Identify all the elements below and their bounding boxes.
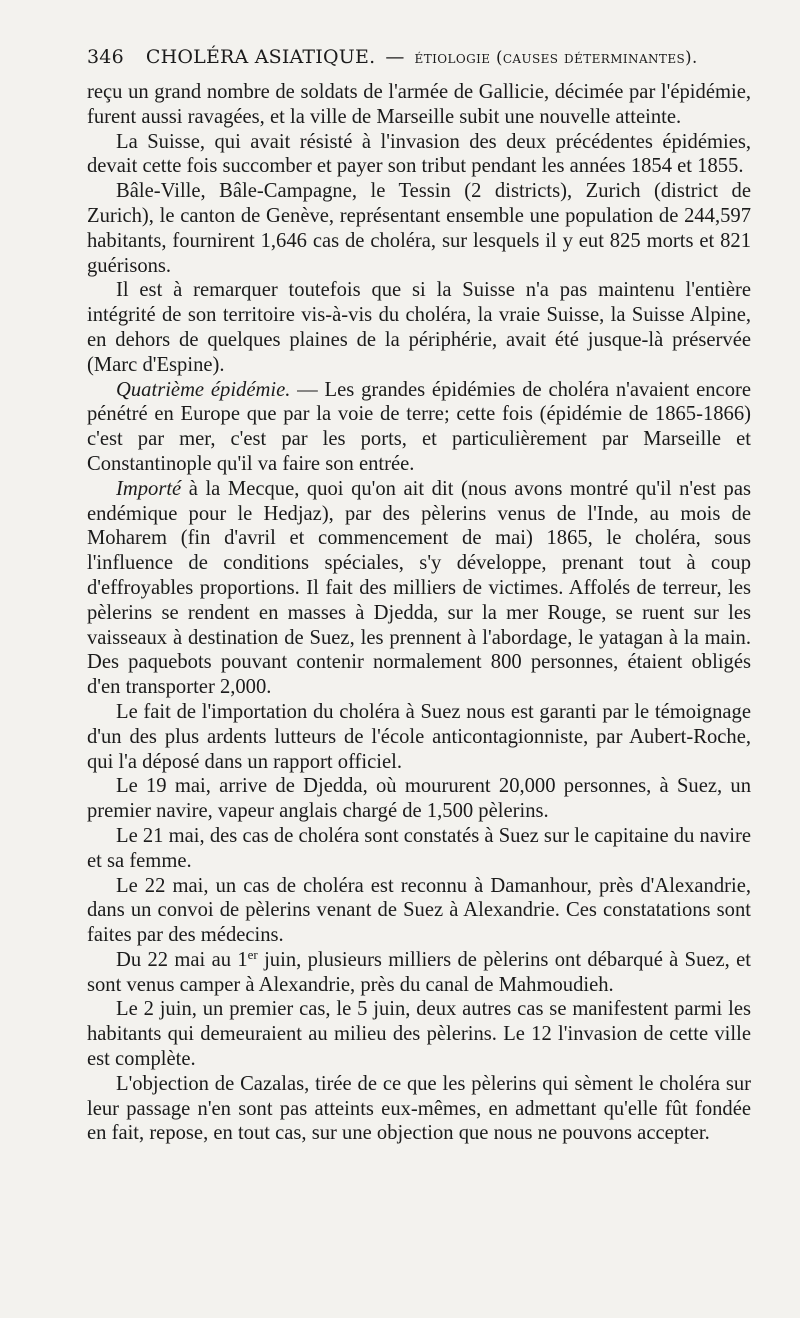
paragraph-text: — Les grandes épidémies de choléra n'avaient encore pénétré en Europe que par la voie de terre; cette fois (épidémie de 1865-1866) c'est par mer, c'est par les ports, et particulièrement par Marseille et Constantinople qu'il va faire son entrée. bbox=[87, 378, 751, 475]
header-dash: — bbox=[385, 46, 405, 68]
paragraph-text: Du 22 mai au 1 bbox=[116, 948, 248, 971]
superscript-er: er bbox=[247, 946, 258, 962]
paragraph-suisse-alpine: Il est à remarquer toutefois que si la Suisse n'a pas maintenu l'entière intégrité de son territoire vis-à-vis du choléra, la vraie Suisse, la Suisse Alpine, en dehors de quelques plaines de la périphérie, avait été jusque-là préservée (Marc d'Espine). bbox=[87, 279, 751, 376]
paragraph-suisse: La Suisse, qui avait résisté à l'invasion des deux précédentes épidémies, devait cette fois succomber et payer son tribut pendant les années 1854 et 1855. bbox=[87, 130, 751, 178]
paragraph-continued: reçu un grand nombre de soldats de l'armée de Gallicie, décimée par l'épidémie, furent aussi ravagées, et la ville de Marseille subit une nouvelle atteinte. bbox=[87, 81, 751, 128]
paragraph-text: à la Mecque, quoi qu'on ait dit (nous avons montré qu'il n'est pas endémique pour le Hedjaz), par des pèlerins venus de l'Inde, au mois de Moharem (fin d'avril et commencement de mai) 1865, le choléra, sous l'influence de conditions spéciales, s'y développe, prenant tout à coup d'effroyables proportions. Il fait des milliers de victimes. Affolés de terreur, les pèlerins se rendent en masses à Djedda, sur la mer Rouge, se ruent sur les vaisseaux à destination de Suez, les prennent à l'abordage, le yatagan à la main. Des paquebots pouvant contenir normalement 800 personnes, étaient obligés d'en transporter 2,000. bbox=[87, 477, 751, 699]
paragraph-1er-juin bbox=[87, 948, 751, 998]
paragraph-importation-suez: Le fait de l'importation du choléra à Suez nous est garanti par le témoignage d'un des plus ardents lutteurs de l'école anticontagionniste, par Aubert-Roche, qui l'a déposé dans un rapport officiel. bbox=[87, 700, 751, 773]
body-text bbox=[87, 80, 751, 1146]
paragraph-importe bbox=[87, 477, 751, 700]
paragraph-text: juin, plusieurs milliers de pèlerins ont débarqué à Suez, et sont venus camper à Alexandrie, près du canal de Mahmoudieh. bbox=[87, 948, 751, 996]
paragraph-22-mai: Le 22 mai, un cas de choléra est reconnu à Damanhour, près d'Alexandrie, dans un convoi de pèlerins venant de Suez à Alexandrie. Ces constatations sont faites par des médecins. bbox=[87, 874, 751, 947]
paragraph-21-mai: Le 21 mai, des cas de choléra sont constatés à Suez sur le capitaine du navire et sa femme. bbox=[87, 824, 751, 872]
paragraph-cantons: Bâle-Ville, Bâle-Campagne, le Tessin (2 districts), Zurich (district de Zurich), le canton de Genève, représentant ensemble une population de 244,597 habitants, fournirent 1,646 cas de choléra, sur lesquels il y eut 825 morts et 821 guérisons. bbox=[87, 180, 751, 277]
running-header bbox=[87, 46, 750, 80]
paragraph-19-mai: Le 19 mai, arrive de Djedda, où moururent 20,000 personnes, à Suez, un premier navire, vapeur anglais chargé de 1,500 pèlerins. bbox=[87, 775, 751, 823]
paragraph-2-juin: Le 2 juin, un premier cas, le 5 juin, deux autres cas se manifestent parmi les habitants qui demeuraient au milieu des pèlerins. Le 12 l'invasion de cette ville est complète. bbox=[87, 998, 751, 1071]
running-title: CHOLÉRA ASIATIQUE. bbox=[145, 46, 376, 68]
page-number: 346 bbox=[87, 46, 124, 68]
paragraph-quatrieme-epidemie bbox=[87, 378, 751, 477]
section-lead-italic: Quatrième épidémie. bbox=[116, 378, 291, 401]
paragraph-objection-cazalas: L'objection de Cazalas, tirée de ce que les pèlerins qui sèment le choléra sur leur passage n'en sont pas atteints eux-mêmes, en admettant qu'elle fût fondée en fait, repose, en tout cas, sur une objection que nous ne pouvons accepter. bbox=[87, 1072, 751, 1145]
running-subtitle: étiologie (causes déterminantes). bbox=[414, 48, 698, 67]
lead-word-italic: Importé bbox=[116, 477, 182, 500]
